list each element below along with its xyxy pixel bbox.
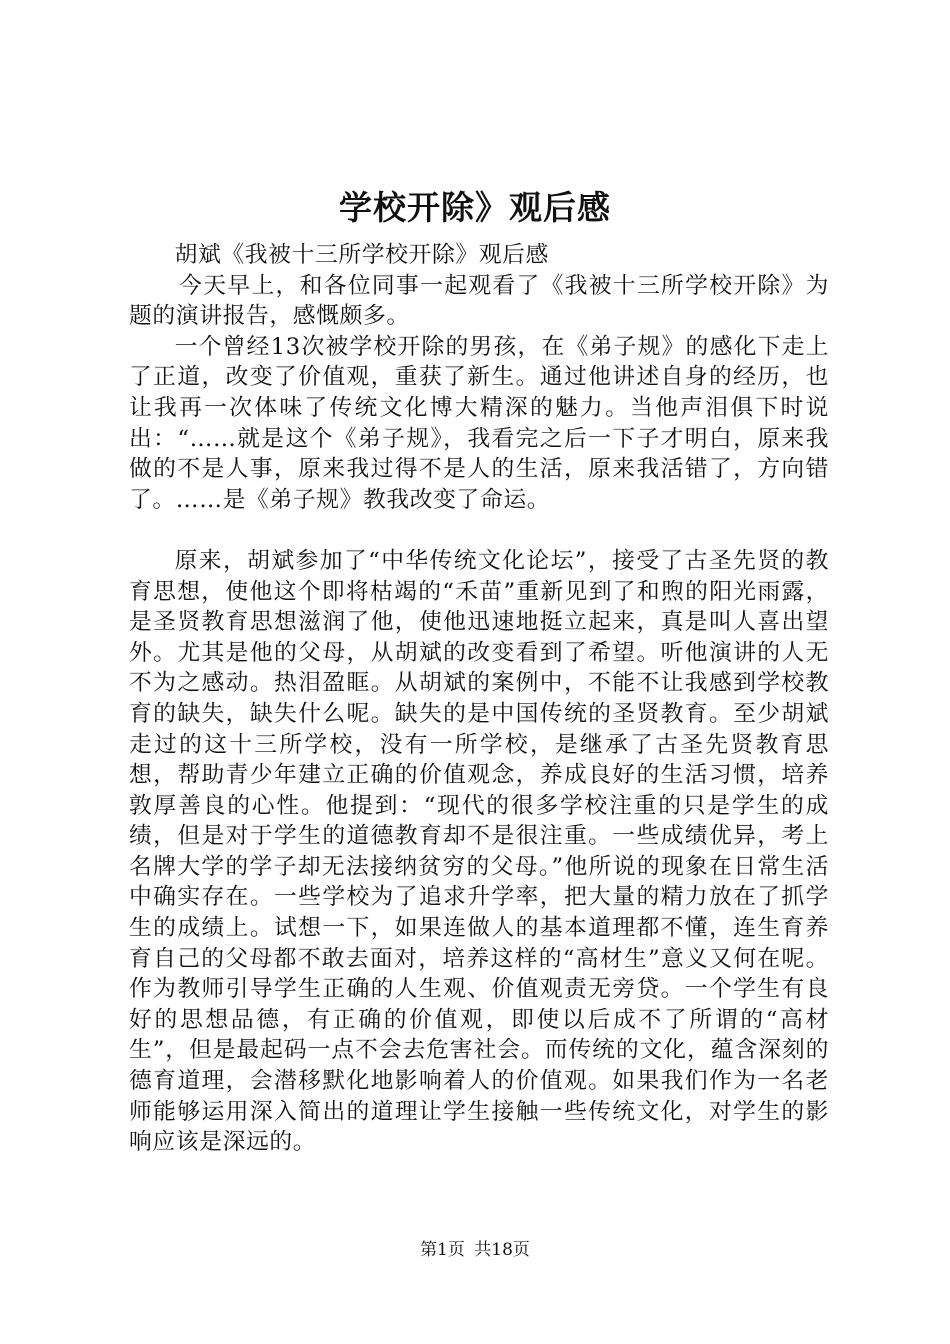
document-body xyxy=(129,240,829,1158)
document-title: 学校开除》观后感 xyxy=(339,188,611,227)
reflection-paragraph: 原来，胡斌参加了“中华传统文化论坛”，接受了古圣先贤的教育思想，使他这个即将枯竭的“禾苗”重新见到了和煦的阳光雨露，是圣贤教育思想滋润了他，使他迅速地挺立起来，真是叫人喜出望外。尤其是他的父母，从胡斌的改变看到了希望。听他演讲的人无不为之感动。热泪盈眶。从胡斌的案例中，不能不让我感到学校教育的缺失，缺失什么呢。缺失的是中国传统的圣贤教育。至少胡斌走过的这十三所学校，没有一所学校，是继承了古圣先贤教育思想，帮助青少年建立正确的价值观念，养成良好的生活习惯，培养敦厚善良的心性。他提到：“现代的很多学校注重的只是学生的成绩，但是对于学生的道德教育却不是很注重。一些成绩优异，考上名牌大学的学子却无法接纳贫穷的父母。”他所说的现象在日常生活中确实存在。一些学校为了追求升学率，把大量的精力放在了抓学生的成绩上。试想一下，如果连做人的基本道理都不懂，连生育养育自己的父母都不敢去面对，培养这样的“高材生”意义又何在呢。作为教师引导学生正确的人生观、价值观责无旁贷。一个学生有良好的思想品德，有正确的价值观，即使以后成不了所谓的“高材生”，但是最起码一点不会去危害社会。而传统的文化，蕴含深刻的德育道理，会潜移默化地影响着人的价值观。如果我们作为一名老师能够运用深入简出的道理让学生接触一些传统文化，对学生的影响应该是深远的。 xyxy=(129,547,829,1156)
page-number: 第1页 xyxy=(420,1240,465,1260)
story-paragraph: 一个曾经13次被学校开除的男孩，在《弟子规》的感化下走上了正道，改变了价值观，重获了新生。通过他讲述自身的经历，也让我再一次体味了传统文化博大精深的魅力。当他声泪俱下时说出：“……就是这个《弟子规》，我看完之后一下子才明白，原来我做的不是人事，原来我过得不是人的生活，原来我活错了，方向错了。……是《弟子规》教我改变了命运。 xyxy=(129,333,829,513)
subtitle-paragraph: 胡斌《我被十三所学校开除》观后感 xyxy=(174,242,549,268)
intro-paragraph: 今天早上，和各位同事一起观看了《我被十三所学校开除》为题的演讲报告，感慨颇多。 xyxy=(129,272,829,330)
page-footer xyxy=(0,1238,950,1262)
page-total: 共18页 xyxy=(474,1240,530,1260)
